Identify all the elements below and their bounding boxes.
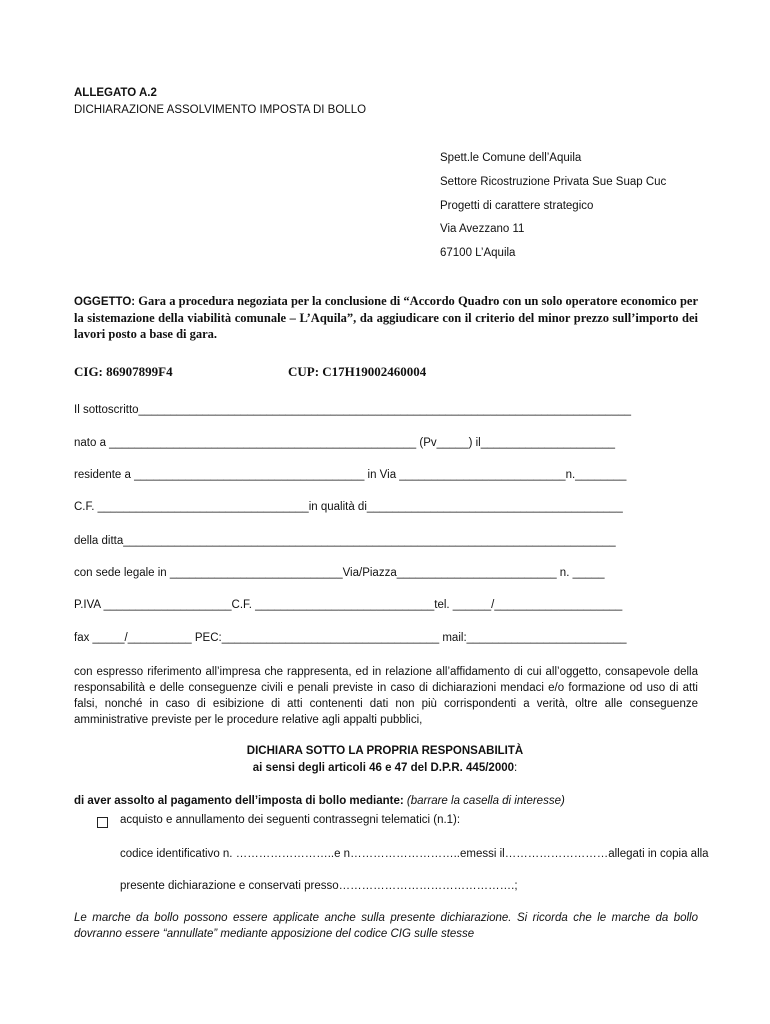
checkbox-icon[interactable] <box>97 817 108 828</box>
subject-paragraph <box>74 293 698 342</box>
form-line-nato[interactable]: nato a ________________________________________________ (Pv_____) il_____________________ <box>74 437 616 449</box>
subject-text: Gara a procedura negoziata per la conclusione di “Accordo Quadro con un solo operatore economico per la sistemazione della viabilità comunale – L’Aquila”, da aggiudicare con il criterio del minor prezzo sull’importo dei lavori posto a base di gara. <box>74 294 698 341</box>
kept-at-line[interactable]: presente dichiarazione e conservati presso……………………………………….; <box>120 880 518 892</box>
stamp-duty-statement-hint: (barrare la casella di interesse) <box>403 795 565 807</box>
form-line-sottoscritto[interactable]: Il sottoscritto_____________________________________________________________________________ <box>74 404 632 416</box>
cup-code: CUP: C17H19002460004 <box>288 364 427 379</box>
form-line-residente[interactable]: residente a ____________________________________ in Via __________________________n.________ <box>74 469 627 481</box>
recipient-line: Spett.le Comune dell’Aquila <box>440 152 582 164</box>
recipient-line: 67100 L’Aquila <box>440 247 516 259</box>
recipient-line: Via Avezzano 11 <box>440 223 525 235</box>
stamp-duty-statement <box>74 795 565 807</box>
option-label: acquisto e annullamento dei seguenti contrassegni telematici (n.1): <box>120 814 461 826</box>
stamp-duty-statement-bold: di aver assolto al pagamento dell’imposta di bollo mediante: <box>74 795 404 807</box>
option-checkbox[interactable] <box>97 815 108 833</box>
code-identifier-line[interactable]: codice identificativo n. ……………………..e n………………………..emessi il………………………allegati in copia alla <box>120 848 709 860</box>
form-line-cf[interactable]: C.F. _________________________________in qualità di________________________________________ <box>74 501 623 513</box>
declaration-paragraph: con espresso riferimento all’impresa che rappresenta, ed in relazione all’affidamento di cui all’oggetto, consapevole della responsabilità e delle conseguenze civili e penali previste in caso di dichiarazioni mendaci e/o formazione od uso di atti falsi, nonché in caso di esibizione di atti contenenti dati non più corrispondenti a verità, oltre alle conseguenze amministrative previste per le procedure relative agli appalti pubblici, <box>74 666 698 726</box>
declaration-heading: DICHIARA SOTTO LA PROPRIA RESPONSABILITÀ <box>246 745 524 757</box>
form-line-sede[interactable]: con sede legale in ___________________________Via/Piazza_________________________ n. _____ <box>74 567 605 579</box>
legal-basis-colon: : <box>514 762 518 774</box>
document-subtitle: DICHIARAZIONE ASSOLVIMENTO IMPOSTA DI BOLLO <box>74 104 367 116</box>
stamp-note: Le marche da bollo possono essere applicate anche sulla presente dichiarazione. Si ricorda che le marche da bollo dovranno essere “annullate” mediante apposizione del codice CIG sulle stesse <box>74 912 698 940</box>
declaration-legal-basis <box>74 762 696 774</box>
legal-basis-text: ai sensi degli articoli 46 e 47 del D.P.R. 445/2000 <box>252 762 515 774</box>
form-line-piva[interactable]: P.IVA ____________________C.F. ____________________________tel. ______/____________________ <box>74 599 623 611</box>
cig-code: CIG: 86907899F4 <box>74 364 173 379</box>
recipient-line: Progetti di carattere strategico <box>440 200 594 212</box>
subject-label: OGGETTO: <box>74 296 136 308</box>
form-line-ditta[interactable]: della ditta_____________________________________________________________________________ <box>74 535 616 547</box>
document-title: ALLEGATO A.2 <box>74 87 157 99</box>
recipient-line: Settore Ricostruzione Privata Sue Suap Cuc <box>440 176 667 188</box>
form-line-contacts[interactable]: fax _____/__________ PEC:__________________________________ mail:_________________________ <box>74 632 627 644</box>
